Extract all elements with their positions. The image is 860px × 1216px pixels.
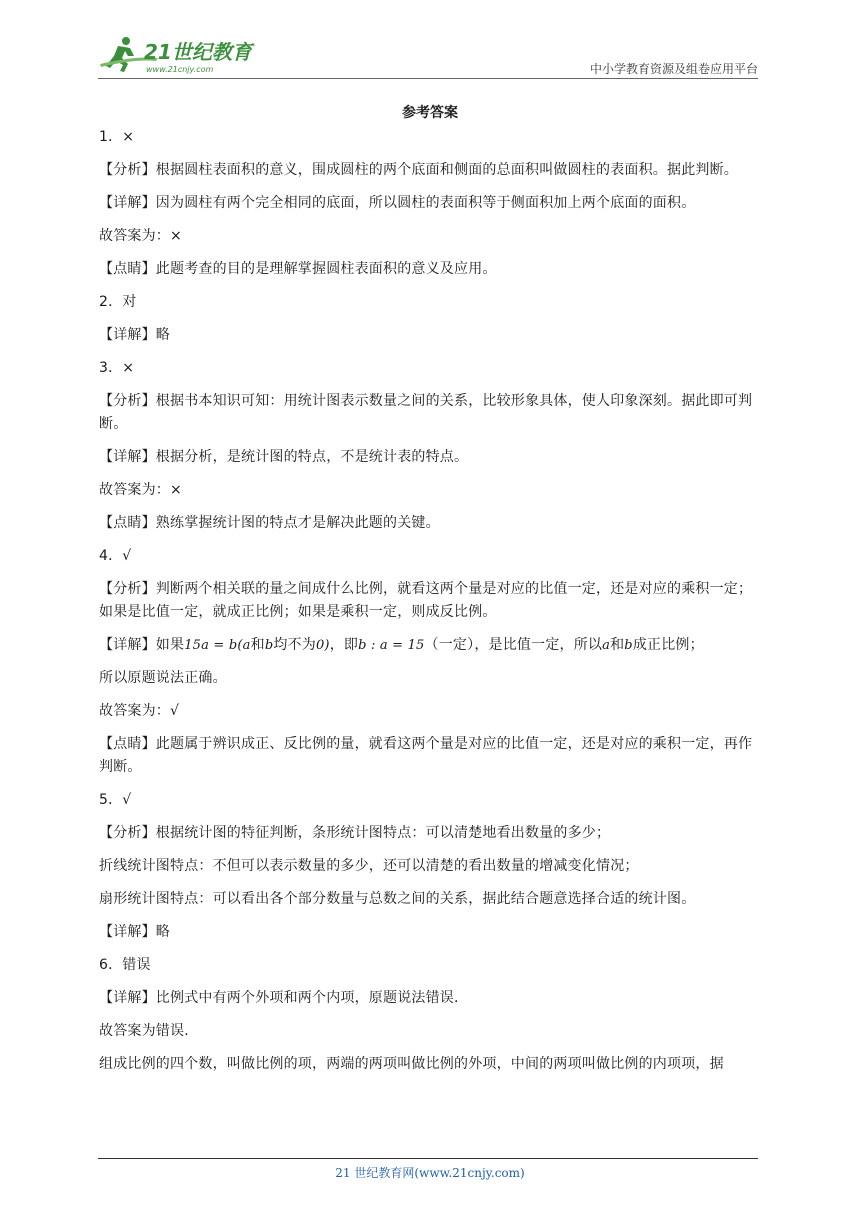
answer-line: 折线统计图特点：不但可以表示数量的多少，还可以清楚的看出数量的增减变化情况； [99, 858, 639, 874]
answer-line: 故答案为：√ [99, 703, 180, 719]
page-header [98, 30, 758, 78]
answer-line: 【详解】根据分析，是统计图的特点，不是统计表的特点。 [99, 449, 469, 465]
answer-line: 【详解】比例式中有两个外项和两个内项，原题说法错误. [99, 990, 459, 1006]
footer-divider [98, 1158, 758, 1159]
detail-with-formula: 【详解】如果15a = b(a和b均不为0)，即b : a = 15（一定），是比值一定，所以a和b成正比例； [99, 637, 704, 653]
answer-line: 6．错误 [99, 957, 151, 973]
answer-line: 【点睛】此题属于辨识成正、反比例的量，就看这两个量是对应的比值一定，还是对应的乘积一定，再作判断。 [99, 736, 753, 775]
logo-url: www.21cnjy.com [146, 65, 214, 74]
answer-line: 【分析】判断两个相关联的量之间成什么比例，就看这两个量是对应的比值一定，还是对应的乘积一定；如果是比值一定，就成正比例；如果是乘积一定，则成反比例。 [99, 581, 753, 620]
answer-line: 5．√ [99, 792, 132, 808]
answer-line: 【详解】略 [99, 924, 170, 940]
answer-line: 【点睛】此题考查的目的是理解掌握圆柱表面积的意义及应用。 [99, 261, 497, 277]
answer-line: 1．× [99, 129, 135, 145]
footer-link[interactable]: 21 世纪教育网(www.21cnjy.com) [335, 1166, 525, 1180]
answer-line: 3．× [99, 360, 135, 376]
answer-line: 【详解】因为圆柱有两个完全相同的底面，所以圆柱的表面积等于侧面积加上两个底面的面积。 [99, 195, 696, 211]
answer-line: 所以原题说法正确。 [99, 670, 227, 686]
answer-line: 故答案为：× [99, 482, 182, 498]
page-title: 参考答案 [402, 105, 458, 121]
answer-content [99, 126, 763, 1086]
answer-line: 故答案为：× [99, 228, 182, 244]
answer-line: 2．对 [99, 294, 137, 310]
answer-line: 【分析】根据圆柱表面积的意义，围成圆柱的两个底面和侧面的总面积叫做圆柱的表面积。据此判断。 [99, 162, 738, 178]
answer-line: 【点睛】熟练掌握统计图的特点才是解决此题的关键。 [99, 515, 440, 531]
answer-line: 【分析】根据统计图的特征判断，条形统计图特点：可以清楚地看出数量的多少； [99, 825, 611, 841]
logo [98, 34, 273, 76]
header-divider [98, 78, 758, 79]
header-platform-text: 中小学教育资源及组卷应用平台 [589, 62, 758, 76]
answer-line: 【详解】略 [99, 327, 170, 343]
answer-line: 4．√ [99, 548, 132, 564]
logo-text: 21世纪教育 [144, 40, 252, 64]
answer-line: 【分析】根据书本知识可知：用统计图表示数量之间的关系，比较形象具体，使人印象深刻。据此即可判断。 [99, 393, 753, 432]
answer-line: 扇形统计图特点：可以看出各个部分数量与总数之间的关系，据此结合题意选择合适的统计图。 [99, 891, 696, 907]
answer-line: 故答案为错误. [99, 1023, 189, 1039]
answer-line: 组成比例的四个数，叫做比例的项，两端的两项叫做比例的外项，中间的两项叫做比例的内项项，据 [99, 1056, 724, 1072]
